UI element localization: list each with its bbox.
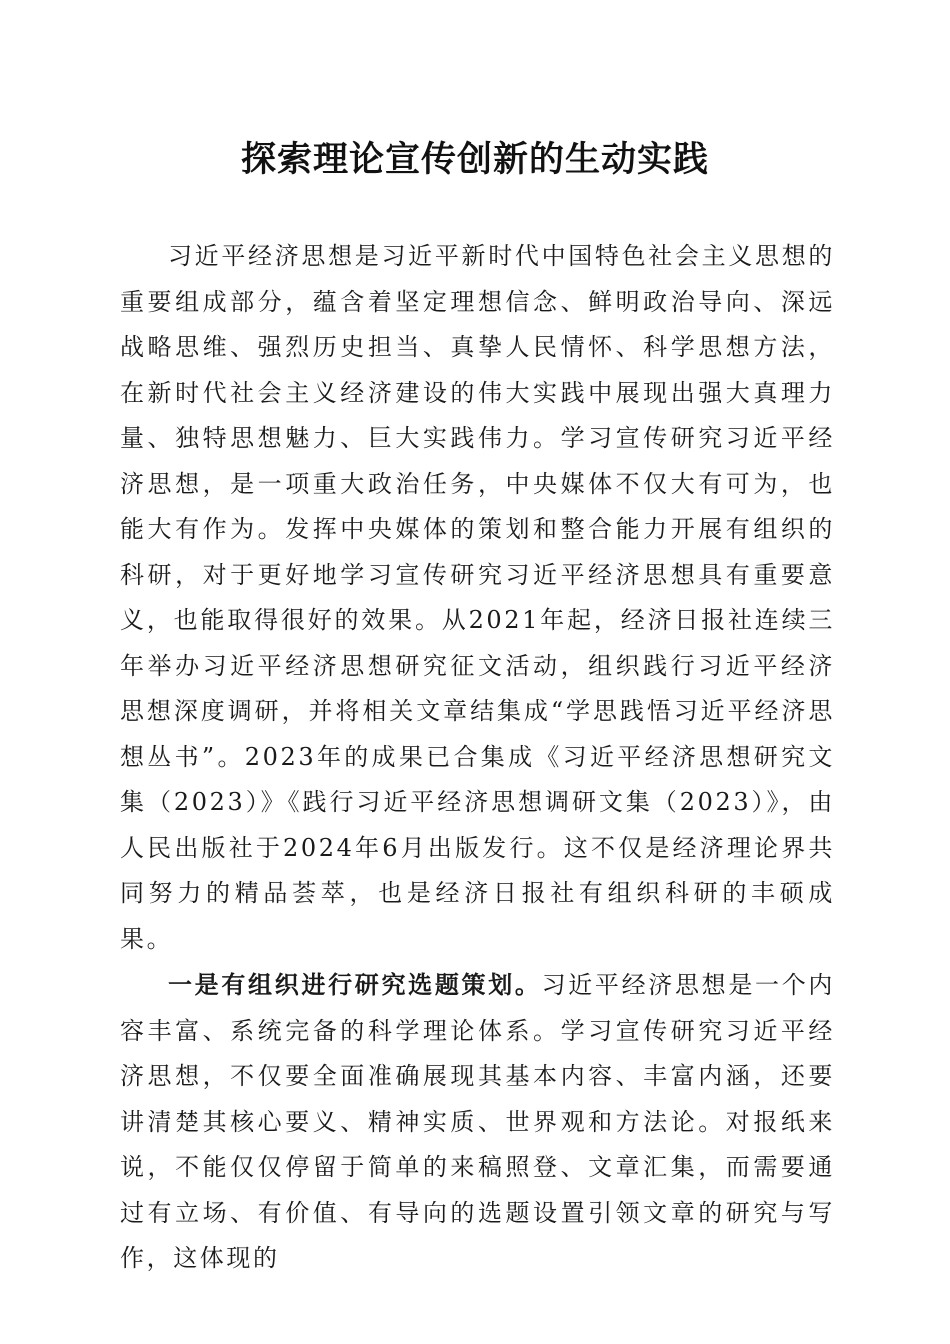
paragraph-intro-text: 习近平经济思想是习近平新时代中国特色社会主义思想的重要组成部分，蕴含着坚定理想信念、鲜明政治导向、深远战略思维、强烈历史担当、真挚人民情怀、科学思想方法，在新时代社会主义经济建设的伟大实践中展现出强大真理力量、独特思想魅力、巨大实践伟力。学习宣传研究习近平经济思想，是一项重大政治任务，中央媒体不仅大有可为，也能大有作为。发挥中央媒体的策划和整合能力开展有组织的科研，对于更好地学习宣传研究习近平经济思想具有重要意义，也能取得很好的效果。从2021年起，经济日报社连续三年举办习近平经济思想研究征文活动，组织践行习近平经济思想深度调研，并将相关文章结集成“学思践悟习近平经济思想丛书”。2023年的成果已合集成《习近平经济思想研究文集（2023）》《践行习近平经济思想调研文集（2023）》，由人民出版社于2024年6月出版发行。这不仅是经济理论界共同努力的精品荟萃，也是经济日报社有组织科研的丰硕成果。 (120, 242, 835, 953)
document-body (120, 234, 835, 1282)
paragraph-first-point-text: 习近平经济思想是一个内容丰富、系统完备的科学理论体系。学习宣传研究习近平经济思想，不仅要全面准确展现其基本内容、丰富内涵，还要讲清楚其核心要义、精神实质、世界观和方法论。对报纸来说，不能仅仅停留于简单的来稿照登、文章汇集，而需要通过有立场、有价值、有导向的选题设置引领文章的研究与写作，这体现的 (120, 971, 835, 1272)
paragraph-lead-heading: 一是有组织进行研究选题策划。 (168, 970, 542, 999)
document-title: 探索理论宣传创新的生动实践 (240, 139, 709, 180)
paragraph-first-point (120, 962, 835, 1282)
paragraph-intro (120, 234, 835, 962)
